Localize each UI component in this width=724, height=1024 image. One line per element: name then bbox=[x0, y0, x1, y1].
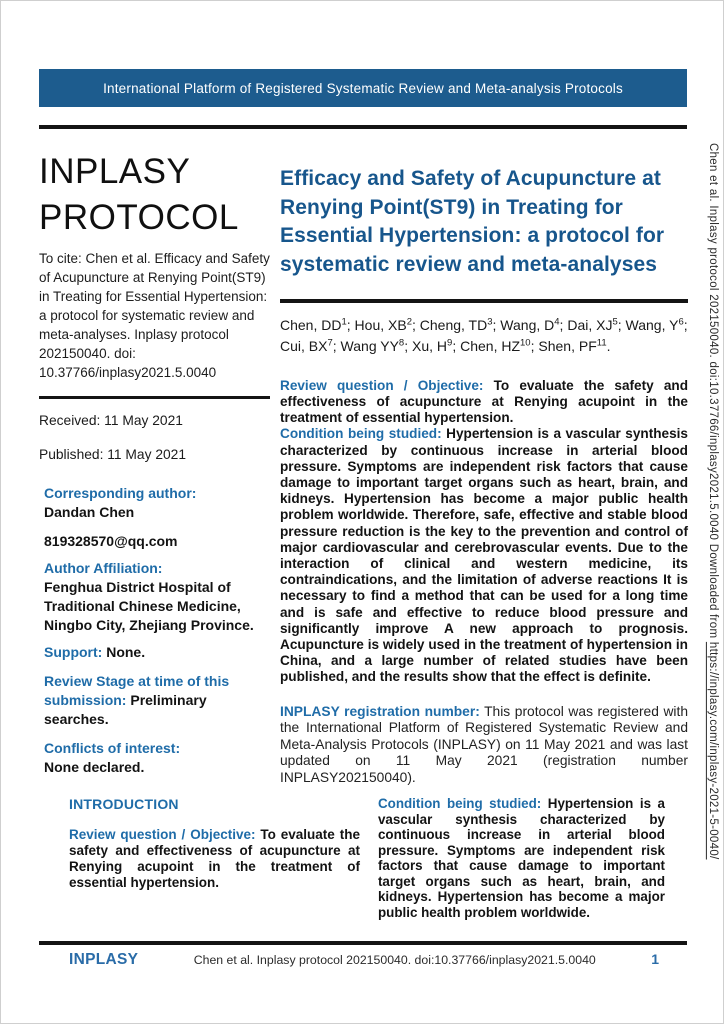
masthead-column bbox=[39, 149, 270, 777]
author: Cheng, $TD^3$; bbox=[419, 316, 501, 334]
registration-text: This protocol was registered with the International Platform of Registered Systematic Review and Meta-Analysis Protocols (INPLASY) on 11 May 2021 and was last updated on 11 May 2021 (registration number INPLASY202150040). bbox=[280, 703, 689, 785]
masthead-title bbox=[39, 149, 270, 241]
margin-citation-text: Chen et al. Inplasy protocol 202150040. doi:10.37766/inplasy2021.5.0040 Downloaded from bbox=[707, 143, 719, 642]
support-value: None. bbox=[106, 643, 146, 660]
footer-citation: Chen et al. Inplasy protocol 202150040. doi:10.37766/inplasy2021.5.0040 bbox=[193, 953, 596, 967]
affiliation-value: Fenghua District Hospital of Traditional Chinese Medicine, Ningbo City, Zhejiang Province. bbox=[44, 578, 254, 633]
author: Shen, PF$^{11}$. bbox=[538, 337, 611, 355]
citation-note: To cite: Chen et al. Efficacy and Safety of Acupuncture at Renying Point(ST9) in Treating for Essential Hypertension: a protocol for systematic review and meta-analyses. Inplasy protocol 202150040. doi: 10.37766/inplasy2021.5.0040 bbox=[39, 251, 270, 380]
corresponding-author-label: Corresponding author: bbox=[44, 484, 197, 501]
page-number: 1 bbox=[651, 951, 659, 967]
review-question-text: To evaluate the safety and effectiveness of acupuncture at Renying acupoint in the treatment of essential hypertension. bbox=[280, 377, 689, 426]
intro-condition-text: Hypertension is a vascular synthesis characterized by continuous increase in arterial blood pressure. Symptoms are independent risk factors that cause damage to important target organs such as heart, brain, and kidneys. Hypertension has become a major public health problem worldwide. bbox=[377, 796, 665, 920]
author: Wang, $Y^6$; bbox=[625, 316, 688, 334]
journal-banner bbox=[39, 69, 687, 107]
article-title: Efficacy and Safety of Acupuncture at Renying Point(ST9) in Treating for Essential Hypertension: a protocol for systematic review and meta-analyses bbox=[280, 167, 665, 276]
intro-condition-label: Condition being studied: bbox=[377, 796, 542, 811]
footer-divider bbox=[39, 941, 687, 945]
review-question-label: Review question / Objective: bbox=[280, 377, 484, 393]
author: Wang, $D^4$; bbox=[500, 316, 568, 334]
margin-citation bbox=[693, 143, 719, 1013]
corresponding-author-name: Dandan Chen bbox=[44, 503, 135, 520]
published-date: Published: 11 May 2021 bbox=[39, 446, 187, 462]
introduction-left-column bbox=[69, 796, 360, 933]
margin-citation-link[interactable]: https://inplasy.com/inplasy-2021-5-0040/ bbox=[707, 641, 719, 860]
top-divider bbox=[39, 125, 687, 129]
corresponding-author-block bbox=[39, 484, 270, 522]
affiliation-block bbox=[39, 559, 270, 635]
review-stage-block bbox=[39, 672, 270, 729]
author: Chen, $DD^1$; bbox=[280, 316, 355, 334]
author-divider bbox=[280, 299, 688, 303]
journal-banner-text: International Platform of Registered Systematic Review and Meta-analysis Protocols bbox=[103, 80, 623, 96]
intro-condition bbox=[378, 796, 665, 920]
intro-review-question-label: Review question / Objective: bbox=[69, 827, 256, 842]
condition-label: Condition being studied: bbox=[280, 426, 442, 442]
sidebar-divider bbox=[39, 396, 270, 399]
masthead-title-line1: INPLASY bbox=[39, 152, 191, 191]
conflicts-value: None declared. bbox=[44, 758, 145, 775]
footer-brand: INPLASY bbox=[69, 951, 139, 968]
author: Chen, HZ$^{10}$; bbox=[460, 337, 539, 355]
registration-block bbox=[280, 704, 688, 787]
author: Hou, $XB^2$; bbox=[354, 316, 420, 334]
condition-text: Hypertension is a vascular synthesis characterized by continuous increase in arterial blood pressure. Symptoms are independent risk factors that cause damage to important target organs such as heart, brain, and kidneys. Hypertension has become a major public health problem worldwide. Therefore, safe, effective and stable blood pressure reduction is the key to the prevention and control of major cardiovascular and cerebrovascular events. Due to the interaction of clinical and western medicine, its contraindications, and the limitation of adverse reactions It is necessary to find a method that can be used for a long time and is safe and effective to reduce blood pressure and significantly improve A new approach to prognosis. Acupuncture is widely used in the treatment of hypertension in China, and a large number of related studies have been published, and the results show that the effect is definite. bbox=[280, 426, 688, 685]
introduction-heading: INTRODUCTION bbox=[69, 796, 179, 812]
article-column bbox=[280, 165, 688, 800]
review-stage-value: Preliminary searches. bbox=[44, 691, 207, 727]
conflicts-block bbox=[39, 739, 270, 777]
registration-label: INPLASY registration number: bbox=[280, 703, 480, 719]
author-list bbox=[280, 314, 688, 356]
author: Xu, $H^9$; bbox=[412, 337, 461, 355]
intro-review-question bbox=[69, 827, 360, 891]
conflicts-label: Conflicts of interest: bbox=[44, 739, 181, 756]
affiliation-label: Author Affiliation: bbox=[44, 559, 163, 576]
masthead-title-line2: PROTOCOL bbox=[39, 198, 239, 237]
introduction-section bbox=[69, 796, 665, 933]
page-footer bbox=[39, 951, 687, 969]
received-date: Received: 11 May 2021 bbox=[39, 412, 183, 428]
abstract-block bbox=[280, 378, 688, 686]
introduction-right-column bbox=[378, 796, 665, 933]
author: Cui, $BX^7$; bbox=[280, 337, 341, 355]
review-stage-label: Review Stage at time of this submission: bbox=[44, 672, 230, 708]
support-block bbox=[39, 643, 270, 662]
author-email: 819328570@qq.com bbox=[44, 532, 178, 549]
author: Wang $YY^8$; bbox=[340, 337, 412, 355]
author: Dai, $XJ^5$; bbox=[567, 316, 626, 334]
intro-review-question-text: To evaluate the safety and effectiveness of acupuncture at Renying acupoint in the treatment of essential hypertension. bbox=[69, 827, 360, 890]
support-label: Support: bbox=[44, 643, 103, 660]
